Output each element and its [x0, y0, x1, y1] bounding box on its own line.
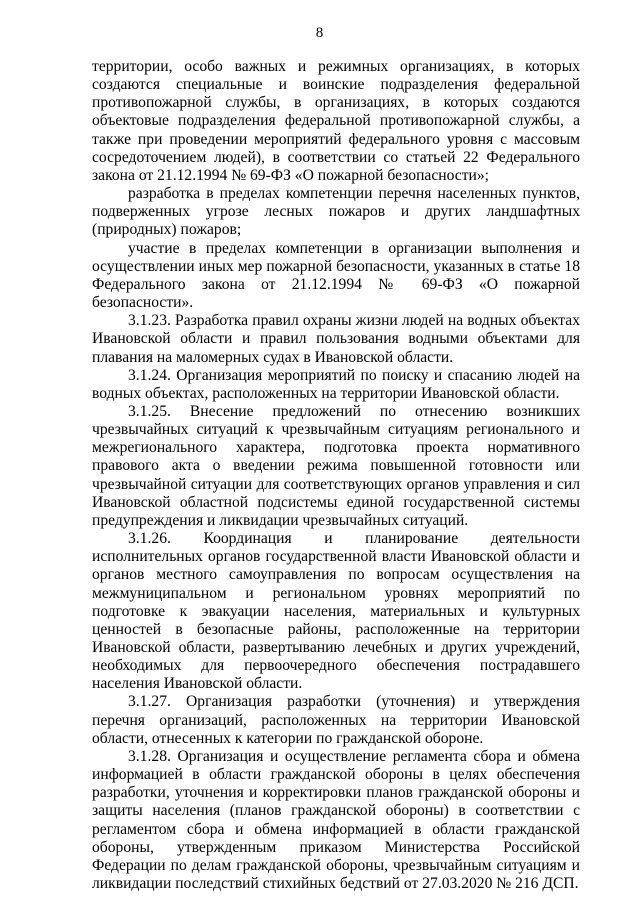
paragraph-3-1-24: 3.1.24. Организация мероприятий по поиску и спасанию людей на водных объектах, расположенных на территории Ивановской области.	[92, 366, 580, 402]
paragraph-3-1-25: 3.1.25. Внесение предложений по отнесению возникших чрезвычайных ситуаций к чрезвычайным ситуациям регионального и межрегионального характера, подготовка проекта нормативного правового акта о введении режима повышенной готовности или чрезвычайной ситуации для соответствующих органов управления и сил Ивановской областной подсистемы единой государственной системы предупреждения и ликвидации чрезвычайных ситуаций.	[92, 402, 580, 529]
paragraph-settlements-list: разработка в пределах компетенции перечня населенных пунктов, подверженных угрозе лесных пожаров и других ландшафтных (природных) пожаров;	[92, 185, 580, 239]
paragraph-3-1-26: 3.1.26. Координация и планирование деятельности исполнительных органов государственной власти Ивановской области и органов местного самоуправления по вопросам осуществления на межмуниципальном и региональном уровнях мероприятий по подготовке к эвакуации населения, материальных и культурных ценностей в безопасные районы, расположенные на территории Ивановской области, развертыванию лечебных и других учреждений, необходимых для первоочередного обеспечения пострадавшего населения Ивановской области.	[92, 530, 580, 693]
paragraph-fire-safety-measures: участие в пределах компетенции в организации выполнения и осуществлении иных мер пожарной безопасности, указанных в статье 18 Федерального закона от 21.12.1994 № 69-ФЗ «О пожарной безопасности».	[92, 239, 580, 312]
document-body	[92, 58, 580, 893]
page-number: 8	[315, 25, 324, 41]
paragraph-3-1-28: 3.1.28. Организация и осуществление регламента сбора и обмена информацией в области гражданской обороны в целях обеспечения разработки, уточнения и корректировки планов гражданской обороны и защиты населения (планов гражданской обороны) в соответствии с регламентом сбора и обмена информацией в области гражданской обороны, утвержденным приказом Министерства Российской Федерации по делам гражданской обороны, чрезвычайным ситуациям и ликвидации последствий стихийных бедствий от 27.03.2020 № 216 ДСП.	[92, 747, 580, 893]
paragraph-3-1-23: 3.1.23. Разработка правил охраны жизни людей на водных объектах Ивановской области и правил пользования водными объектами для плавания на маломерных судах в Ивановской области.	[92, 312, 580, 366]
paragraph-continuation: территории, особо важных и режимных организациях, в которых создаются специальные и воинские подразделения федеральной противопожарной службы, в организациях, в которых создаются объектовые подразделения федеральной противопожарной службы, а также при проведении мероприятий федерального уровня с массовым сосредоточением людей), в соответствии со статьей 22 Федерального закона от 21.12.1994 № 69-ФЗ «О пожарной безопасности»;	[92, 58, 580, 184]
paragraph-3-1-27: 3.1.27. Организация разработки (уточнения) и утверждения перечня организаций, расположенных на территории Ивановской области, отнесенных к категории по гражданской обороне.	[92, 693, 580, 747]
